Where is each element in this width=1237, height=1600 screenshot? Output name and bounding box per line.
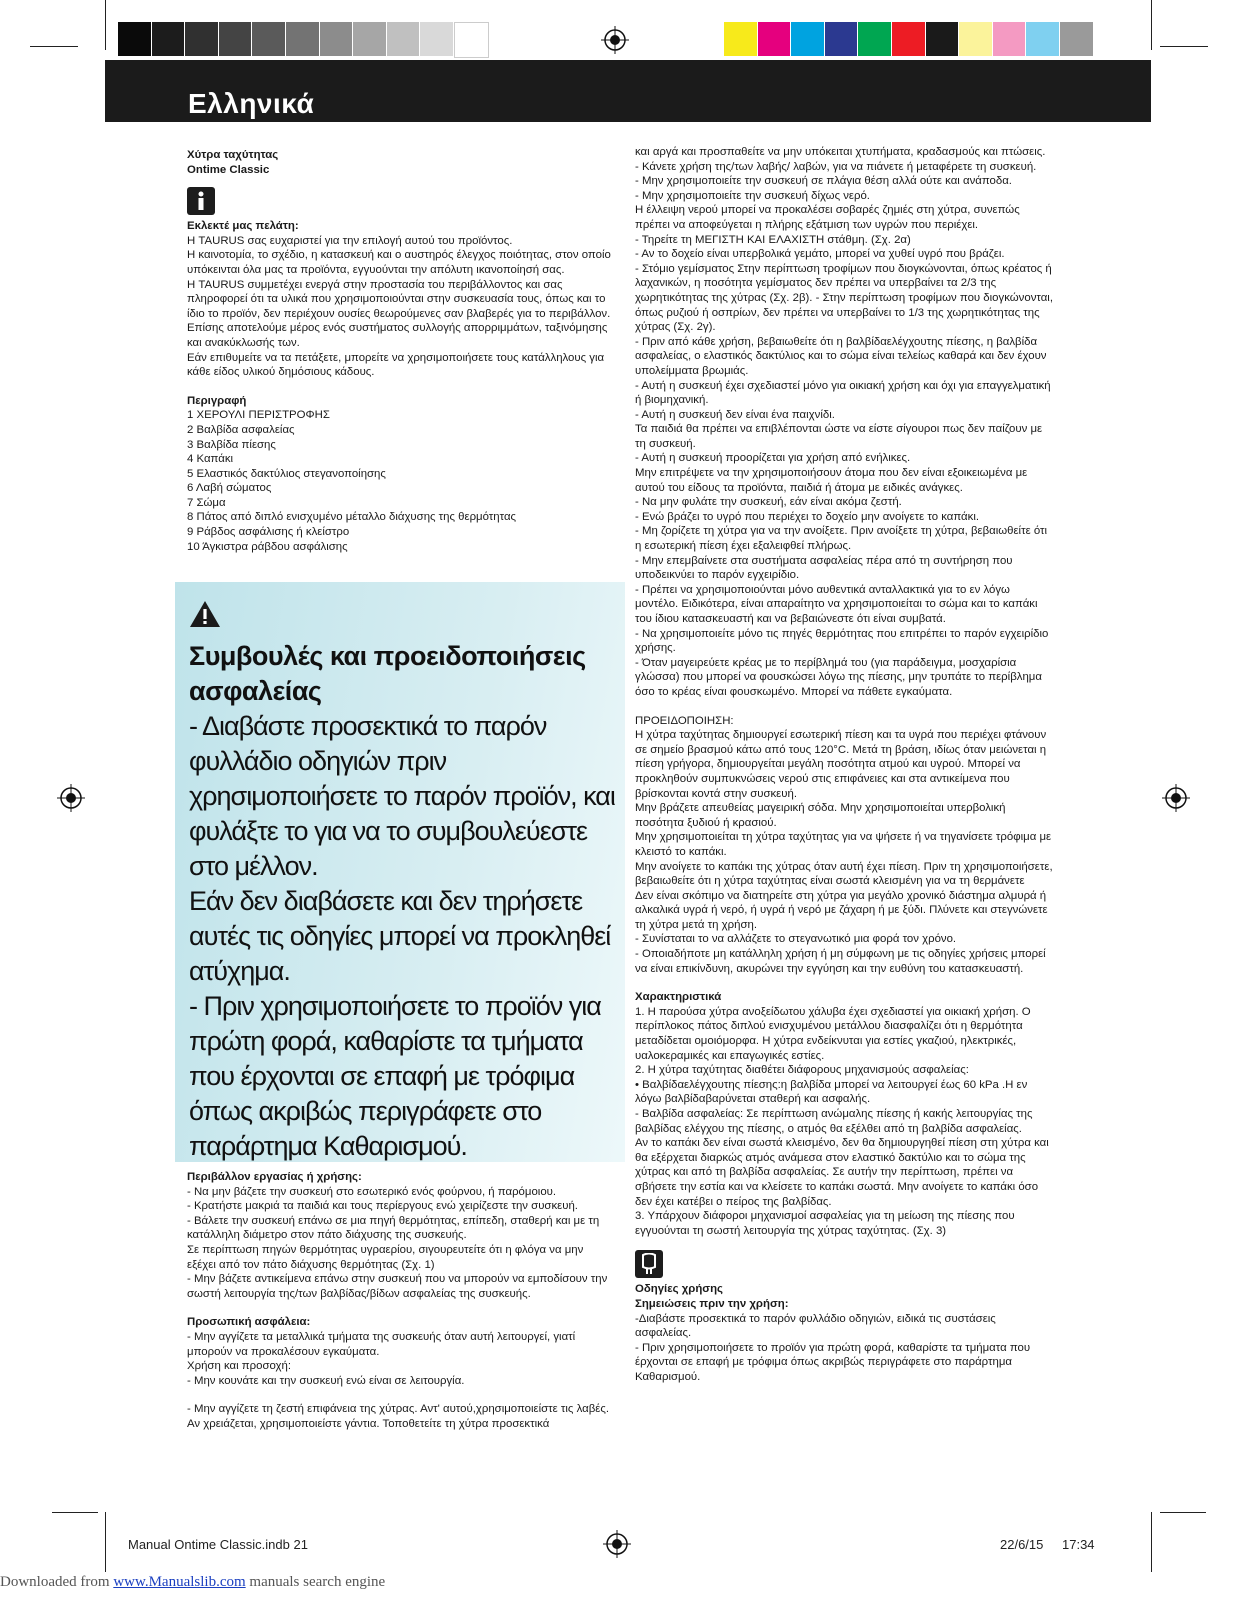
work-env-item: - Κρατήστε μακριά τα παιδιά και τους περίεργους ενώ χειρίζεστε την συσκευή. <box>187 1200 578 1213</box>
safety-item: Η έλλειψη νερού μπορεί να προκαλέσει σοβαρές ζημιές στη χύτρα, συνεπώς πρέπει να αποφεύγεται η πλήρης εξάτμιση των υγρών που περιέχει. <box>635 204 1020 231</box>
personal-item: - Μην αγγίζετε τα μεταλλικά τμήματα της συσκευής όταν αυτή λειτουργεί, γιατί μπορούν να προκαλέσουν εγκαύματα. <box>187 1330 576 1358</box>
feature-item: 3. Υπάρχουν διάφοροι μηχανισμοί ασφαλείας για τη μείωση της πίεσης που εγγυούνται τη σωστή λειτουργία της χύτρας ταχύτητας. (Σχ. 3) <box>635 1210 1015 1237</box>
intro-paragraph: Η TAURUS συμμετέχει ενεργά στην προστασία του περιβάλλοντος και σας πληροφορεί ότι τα υλικά που χρησιμοποιούνται στην συσκευασία τους, όπως και το ίδιο το προϊόν, δεν περιέχουν ουσίες θεωρούμενες σαν βλαβερές για το περιβάλλον. Επίσης αποτελούμε μέρος ενός συστήματος συλλογής απορριμμάτων, ταξινόμησης και ανακύκλωσής των. <box>187 278 611 349</box>
color-swatch <box>1026 22 1059 56</box>
color-swatch <box>959 22 992 56</box>
personal-tail: - Μην αγγίζετε τη ζεστή επιφάνεια της χύτρας. Αντ' αυτού,χρησιμοποιείστε τις λαβές. Αν χρειάζεται, χρησιμοποιείστε γάντια. Τοποθετείτε τη χύτρα προσεκτικά <box>187 1403 609 1430</box>
crop-mark <box>30 46 78 47</box>
notes-heading: Σημειώσεις πριν την χρήση: <box>635 1297 789 1310</box>
right-column <box>635 145 1055 1385</box>
part-item: 9 Ράβδος ασφάλισης ή κλείστρο <box>187 526 350 539</box>
crop-mark <box>52 1512 98 1513</box>
warning-icon <box>189 600 221 628</box>
safety-item: - Πριν από κάθε χρήση, βεβαιωθείτε ότι η βαλβίδαελέγχουτης πίεσης, η βαλβίδα ασφαλείας, ο ελαστικός δακτύλιος και το σώμα είναι τελείως καθαρά και δεν έχουν υπολείμματα βρωμιάς. <box>635 335 1047 377</box>
dear-customer-heading: Εκλεκτέ μας πελάτη: <box>187 220 299 233</box>
work-env-list <box>187 1185 612 1302</box>
note-item: - Πριν χρησιμοποιήσετε το προϊόν για πρώτη φορά, καθαρίστε τα τμήματα που έρχονται σε επαφή με τρόφιμα όπως ακριβώς περιγράφετε στο παράρτημα Καθαρισμού. <box>635 1341 1031 1383</box>
safety-item: - Μην επεμβαίνετε στα συστήματα ασφαλείας πέρα από τη συντήρηση που υποδεικνύει το παρόν εγχειρίδιο. <box>635 554 1013 582</box>
intro-paragraph: Η καινοτομία, το σχέδιο, η κατασκευή και ο αυστηρός έλεγχος ποιότητας, στον οποίο υπόκεινται όλα μας τα προϊόντα, εγγυούνται την απόλυτη ικανοποίησή σας. <box>187 249 611 276</box>
safety-item: - Πρέπει να χρησιμοποιούνται μόνο αυθεντικά ανταλλακτικά για το εν λόγω μοντέλο. Ειδικότερα, είναι απαραίτητο να χρησιμοποιείται το σώμα και το καπάκι του ίδιου κατασκευαστή και να βεβαιώνεστε ότι είναι συμβατά. <box>635 583 1038 625</box>
color-swatch <box>1060 22 1093 56</box>
features-heading: Χαρακτηριστικά <box>635 991 722 1004</box>
color-swatch <box>286 22 319 56</box>
info-icon <box>187 187 215 215</box>
safety-item: - Κάνετε χρήση της/των λαβής/ λαβών, για να πιάνετε ή μεταφέρετε τη συσκευή. <box>635 160 1037 173</box>
personal-list <box>187 1330 612 1388</box>
color-swatch <box>118 22 151 56</box>
safety-item: - Όταν μαγειρεύετε κρέας με το περίβλημά του (για παράδειγμα, μοσχαρίσια γλώσσα) που μπορεί να φουσκώσει λόγω της πίεσης, μην τρυπάτε το περίβλημα όσο το κρέας είναι φουσκωμένο. Μπορεί να πάθετε εγκαύματα. <box>635 656 1042 698</box>
registration-mark-icon <box>603 1530 631 1558</box>
feature-item: Αν το καπάκι δεν είναι σωστά κλεισμένο, δεν θα δημιουργηθεί πίεση στη χύτρα και θα εξέρχεται διαρκώς ατμός ανάμεσα στον ελαστικό δακτύλιο και το σώμα της χύτρας και από τη βαλβίδα ασφαλείας. Σε αυτήν την περίπτωση, πρέπει να σβήσετε την εστία και να κλείσετε το καπάκι σωστά. Μην ανοίγετε το καπάκι όσο δεν έχει κατέβει ο πείρος της βαλβίδας. <box>635 1137 1049 1208</box>
safety-item: - Να μην φυλάτε την συσκευή, εάν είναι ακόμα ζεστή. <box>635 496 902 509</box>
part-item: 10 Άγκιστρα ράβδου ασφάλισης <box>187 540 348 553</box>
warning-item: - Συνίσταται το να αλλάζετε το στεγανωτικό μια φορά τον χρόνο. <box>635 933 957 946</box>
crop-mark <box>1151 1512 1152 1572</box>
footer-file: Manual Ontime Classic.indb 21 <box>128 1537 308 1552</box>
download-suffix: manuals search engine <box>245 1574 386 1590</box>
footer-time: 17:34 <box>1062 1537 1095 1552</box>
color-swatch <box>152 22 185 56</box>
crop-mark <box>1160 1512 1206 1513</box>
notes-list <box>635 1312 1055 1385</box>
work-env-item: - Βάλετε την συσκευή επάνω σε μια πηγή θερμότητας, επίπεδη, σταθερή και με τη κατάλληλη διάμετρο στον πάτο διάχυσης της συσκευής. <box>187 1214 600 1242</box>
part-item: 6 Λαβή σώματος <box>187 482 272 495</box>
continuation-list <box>635 145 1055 700</box>
usage-heading: Οδηγίες χρήσης <box>635 1283 723 1296</box>
color-swatch <box>387 22 420 56</box>
part-item: 1 ΧΕΡΟΥΛΙ ΠΕΡΙΣΤΡΟΦΗΣ <box>187 409 330 422</box>
safety-item: και αργά και προσπαθείτε να μην υπόκειται χτυπήματα, κραδασμούς και πτώσεις. <box>635 146 1046 158</box>
download-prefix: Downloaded from <box>0 1574 110 1590</box>
safety-text-3: - Πριν χρησιμοποιήσετε το προϊόν για πρώτη φορά, καθαρίστε τα τμήματα που έρχονται σε επαφή με τρόφιμα όπως ακριβώς περιγράφετε στο παράρτημα Καθαρισμού. <box>189 991 601 1161</box>
warning-item: Μην βράζετε απευθείας μαγειρική σόδα. Μην χρησιμοποιείται υπερβολική ποσότητα ξυδιού ή κρασιού. <box>635 802 1006 829</box>
part-item: 2 Βαλβίδα ασφαλείας <box>187 423 295 436</box>
work-env-item: Σε περίπτωση πηγών θερμότητας υγραερίου, σιγουρευτείτε ότι η φλόγα να μην εξέχει από τον πάτο διάχυσης θερμότητας (Σχ. 1) <box>187 1243 584 1271</box>
warning-list <box>635 728 1055 976</box>
safety-item: - Μην χρησιμοποιείτε την συσκευή δίχως νερό. <box>635 189 870 202</box>
registration-mark-icon <box>1162 784 1190 812</box>
feature-item: - Βαλβίδα ασφαλείας: Σε περίπτωση ανώμαλης πίεσης ή κακής λειτουργίας της βαλβίδας ελέγχου της πίεσης, ο ατμός θα εξέλθει από τη βαλβίδα ασφαλείας. <box>635 1108 1033 1135</box>
safety-item: - Ενώ βράζει το υγρό που περιέχει το δοχείο μην ανοίγετε το καπάκι. <box>635 510 980 523</box>
color-swatch <box>993 22 1026 56</box>
safety-box <box>175 582 625 1162</box>
left-column-bottom <box>187 1170 612 1432</box>
color-swatch <box>252 22 285 56</box>
features-list <box>635 1005 1055 1239</box>
part-item: 5 Ελαστικός δακτύλιος στεγανοποίησης <box>187 467 386 480</box>
safety-item: - Αυτή η συσκευή δεν είναι ένα παιχνίδι. <box>635 408 835 421</box>
registration-mark-icon <box>57 784 85 812</box>
part-item: 7 Σώμα <box>187 496 226 509</box>
download-banner <box>0 1574 385 1591</box>
color-swatch <box>353 22 386 56</box>
warning-item: Η χύτρα ταχύτητας δημιουργεί εσωτερική πίεση και τα υγρά που περιέχει φτάνουν σε σημείο βρασμού κάτω από τους 120°C. Μετά τη βράση, ιδίως όταν μειώνεται η πίεση γρήγορα, δημιουργείται μεγάλη ποσότητα ατμού και υγρού. Μπορεί να προκληθούν συμπυκνώσεις νερού στις επιφάνειες και στα αντικείμενα που βρίσκονται κοντά στην συσκευή. <box>635 729 1047 800</box>
crop-mark <box>1151 0 1152 50</box>
work-env-item: - Να μην βάζετε την συσκευή στο εσωτερικό ενός φούρνου, ή παρόμοιου. <box>187 1185 557 1198</box>
language-title: Ελληνικά <box>188 88 315 119</box>
color-swatch <box>454 22 489 58</box>
part-item: 8 Πάτος από διπλό ενισχυμένο μέταλλο διάχυσης της θερμότητας <box>187 511 517 524</box>
color-swatch <box>420 22 453 56</box>
personal-item: Χρήση και προσοχή: <box>187 1360 291 1373</box>
color-swatch <box>892 22 925 56</box>
safety-item: - Αν το δοχείο είναι υπερβολικά γεμάτο, μπορεί να χυθεί υγρό που βράζει. <box>635 248 1005 261</box>
personal-item: - Μην κουνάτε και την συσκευή ενώ είναι σε λειτουργία. <box>187 1374 465 1387</box>
color-swatch <box>724 22 757 56</box>
manualslib-link[interactable]: www.Manualslib.com <box>113 1574 246 1590</box>
part-item: 4 Καπάκι <box>187 453 234 466</box>
color-swatch <box>185 22 218 56</box>
safety-item: - Αυτή η συσκευή προορίζεται για χρήση από ενήλικες. <box>635 452 911 465</box>
safety-item: - Μη ζορίζετε τη χύτρα για να την ανοίξετε. Πριν ανοίξετε τη χύτρα, βεβαιωθείτε ότι η εσωτερική πίεση έχει εξαλειφθεί πλήρως. <box>635 525 1048 553</box>
feature-item: • Βαλβίδαελέγχουτης πίεσης:η βαλβίδα μπορεί να λειτουργεί έως 60 kPa .Η εν λόγω βαλβίδαβαρύνεται σταθερή και ασφαλής. <box>635 1078 1028 1106</box>
safety-item: Μην επιτρέψετε να την χρησιμοποιήσουν άτομα που δεν είναι εξοικειωμένα με αυτού του είδους τα προϊόντα, παιδιά ή άτομα με ειδικές ανάγκες. <box>635 467 1028 494</box>
plug-icon <box>635 1250 663 1278</box>
safety-item: - Τηρείτε τη ΜΕΓΙΣΤΗ ΚΑΙ ΕΛΑΧΙΣΤΗ στάθμη. (Σχ. 2α) <box>635 233 911 246</box>
registration-mark-icon <box>601 26 629 54</box>
intro-paragraphs <box>187 234 612 380</box>
note-item: -Διαβάστε προσεκτικά το παρόν φυλλάδιο οδηγιών, ειδικά τις συστάσεις ασφαλείας. <box>635 1312 996 1340</box>
safety-text-1: - Διαβάστε προσεκτικά το παρόν φυλλάδιο οδηγιών πριν χρησιμοποιήσετε το παρόν προϊόν, και φυλάξτε το για να το συμβουλεύεστε στο μέλλον. <box>189 711 615 881</box>
safety-item: - Να χρησιμοποιείτε μόνο τις πηγές θερμότητας που επιτρέπει το παρόν εγχειρίδιο χρήσης. <box>635 627 1049 655</box>
color-swatch <box>825 22 858 56</box>
warning-item: - Οποιαδήποτε μη κατάλληλη χρήση ή μη σύμφωνη με τις οδηγίες χρήσεις μπορεί να είναι επικίνδυνη, ακυρώνει την εγγύηση και την ευθύνη του κατασκευαστή. <box>635 948 1046 975</box>
part-item: 3 Βαλβίδα πίεσης <box>187 438 276 451</box>
color-swatch <box>758 22 791 56</box>
safety-item: - Αυτή η συσκευή έχει σχεδιαστεί μόνο για οικιακή χρήση και όχι για επαγγελματική ή βιομηχανική. <box>635 379 1051 407</box>
safety-item: - Στόμιο γεμίσματος Στην περίπτωση τροφίμων που διογκώνονται, όπως κρέατος ή λαχανικών, η ποσότητα γεμίσματος δεν πρέπει να υπερβαίνει τα 2/3 της χωρητικότητας της χύτρας (Σχ. 2β). - Στην περίπτωση τροφίμων που διογκώνονται, όπως ρυζιού ή οσπρίων, δεν πρέπει να υπερβαίνει το 1/3 της χωρητικότητας της χύτρας (Σχ. 2γ). <box>635 262 1054 334</box>
crop-mark <box>105 0 106 50</box>
crop-mark <box>1160 46 1208 47</box>
color-swatch <box>791 22 824 56</box>
product-model: Ontime Classic <box>187 163 270 176</box>
color-swatch <box>858 22 891 56</box>
product-name: Χύτρα ταχύτητας <box>187 149 279 161</box>
warning-heading: ΠΡΟΕΙΔΟΠΟΙΗΣΗ: <box>635 714 734 727</box>
footer-date: 22/6/15 <box>1000 1537 1044 1552</box>
intro-paragraph: Εάν επιθυμείτε να τα πετάξετε, μπορείτε να χρησιμοποιήσετε τους κατάλληλους για κάθε είδος υλικού δημόσιους κάδους. <box>187 351 605 379</box>
personal-heading: Προσωπική ασφάλεια: <box>187 1316 311 1329</box>
color-swatch <box>320 22 353 56</box>
safety-title: Συμβουλές και προειδοποιήσεις ασφαλείας <box>189 641 586 706</box>
safety-item: - Μην χρησιμοποιείτε την συσκευή σε πλάγια θέση αλλά ούτε και ανάποδα. <box>635 175 1012 188</box>
warning-item: Μην χρησιμοποιείται τη χύτρα ταχύτητας για να ψήσετε ή να τηγανίσετε τρόφιμα με κλειστό το καπάκι. <box>635 831 1052 858</box>
warning-item: Μην ανοίγετε το καπάκι της χύτρας όταν αυτή έχει πίεση. Πριν τη χρησιμοποιήσετε, βεβαιωθείτε ότι η χύτρα ταχύτητας είναι σωστά κλεισμένη για να τη θερμάνετε <box>635 860 1053 888</box>
warning-item: Δεν είναι σκόπιμο να διατηρείτε στη χύτρα για μεγάλο χρονικό διάστημα αλμυρά ή αλκαλικά υγρά ή νερό, ή υγρά ή νερό με ζάχαρη ή με ξύδι. Πλύνετε και στεγνώνετε τη χύτρα μετά τη χρήση. <box>635 889 1048 931</box>
description-heading: Περιγραφή <box>187 394 247 407</box>
feature-item: 2. Η χύτρα ταχύτητας διαθέτει διάφορους μηχανισμούς ασφαλείας: <box>635 1064 969 1077</box>
color-swatch <box>219 22 252 56</box>
intro-paragraph: Η TAURUS σας ευχαριστεί για την επιλογή αυτού του προϊόντος. <box>187 234 513 247</box>
left-column <box>187 148 612 554</box>
parts-list <box>187 408 612 554</box>
color-swatch <box>926 22 959 56</box>
safety-text-2: Εάν δεν διαβάσετε και δεν τηρήσετε αυτές τις οδηγίες μπορεί να προκληθεί ατύχημα. <box>189 886 611 986</box>
safety-item: Τα παιδιά θα πρέπει να επιβλέπονται ώστε να είστε σίγουροι πως δεν παίζουν με τη συσκευή. <box>635 423 1043 450</box>
crop-mark <box>105 1512 106 1572</box>
feature-item: 1. Η παρούσα χύτρα ανοξείδωτου χάλυβα έχει σχεδιαστεί για οικιακή χρήση. Ο περίπλοκος πάτος διπλού ενισχυμένου μετάλλου διασφαλίζει ότι η θερμότητα μεταδίδεται ομοιόμορφα. Η χύτρα ενδείκνυται για εστίες γκαζιού, ηλεκτρικές, υαλοκεραμικές και επαγωγικές εστίες. <box>635 1005 1031 1062</box>
work-env-heading: Περιβάλλον εργασίας ή χρήσης: <box>187 1171 362 1183</box>
work-env-item: - Μην βάζετε αντικείμενα επάνω στην συσκευή που να μπορούν να εμποδίσουν την σωστή λειτουργία της/των βαλβίδας/βίδων ασφαλείας της συσκευής. <box>187 1273 608 1300</box>
